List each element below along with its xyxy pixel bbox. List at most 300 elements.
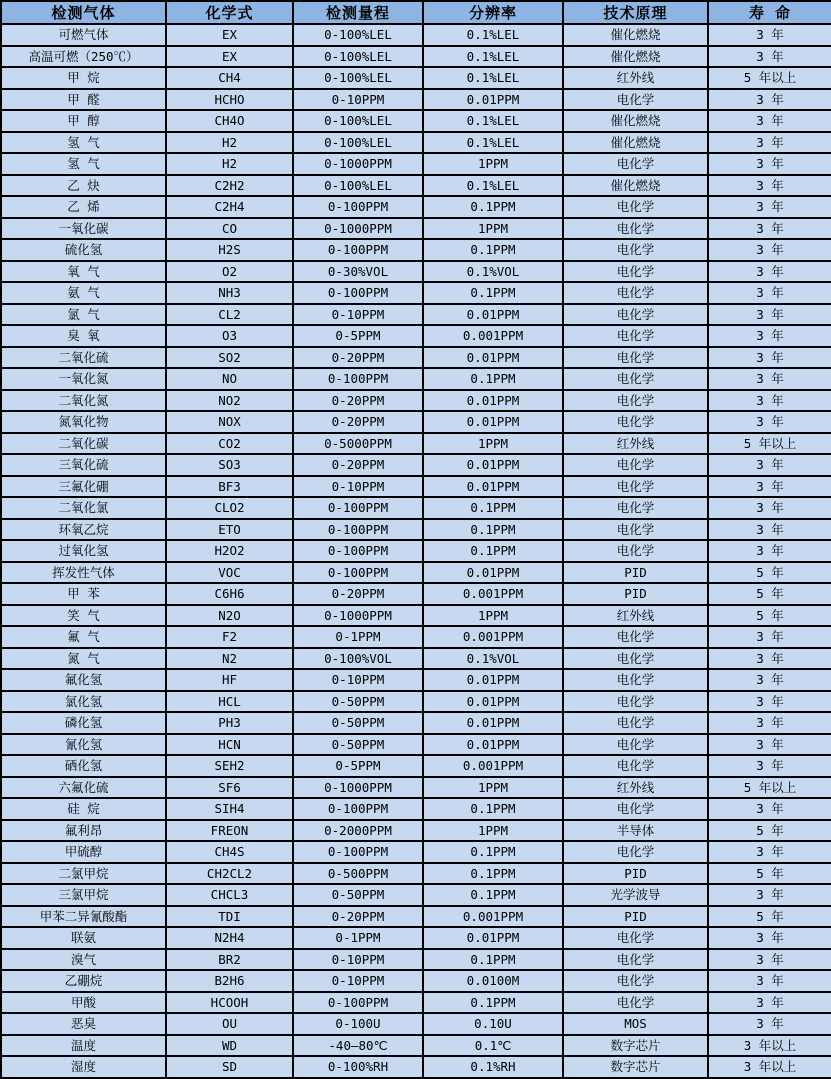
table-cell: 3 年 [708,304,831,326]
table-cell: 0-1000PPM [293,153,423,175]
table-row [1,712,831,734]
table-cell: 3 年 [708,368,831,390]
table-row [1,1035,831,1057]
table-cell: 氯化氢 [1,691,166,713]
table-cell: NH3 [166,282,293,304]
table-cell: 0.1PPM [423,497,563,519]
table-row [1,304,831,326]
table-cell: SO2 [166,347,293,369]
table-cell: 5 年以上 [708,433,831,455]
table-cell: 0-20PPM [293,906,423,928]
table-cell: 红外线 [563,777,708,799]
table-cell: 磷化氢 [1,712,166,734]
table-cell: 电化学 [563,798,708,820]
table-cell: 3 年 [708,476,831,498]
table-cell: 3 年以上 [708,1056,831,1078]
table-cell: 0-50PPM [293,884,423,906]
table-cell: F2 [166,626,293,648]
table-cell: 0-1000PPM [293,218,423,240]
table-cell: 3 年 [708,626,831,648]
table-row [1,884,831,906]
table-cell: 甲 苯 [1,583,166,605]
table-cell: TDI [166,906,293,928]
table-cell: 电化学 [563,755,708,777]
table-cell: 3 年 [708,540,831,562]
table-cell: 5 年以上 [708,67,831,89]
table-cell: 0-50PPM [293,712,423,734]
table-cell: 1PPM [423,218,563,240]
table-cell: 电化学 [563,626,708,648]
table-cell: 氢 气 [1,153,166,175]
table-cell: WD [166,1035,293,1057]
table-cell: 0-100PPM [293,497,423,519]
table-row [1,497,831,519]
table-cell: 甲 烷 [1,67,166,89]
table-cell: 0-100%LEL [293,132,423,154]
table-cell: HCHO [166,89,293,111]
table-cell: B2H6 [166,970,293,992]
table-cell: 0-100PPM [293,196,423,218]
table-cell: 电化学 [563,218,708,240]
table-cell: 3 年 [708,519,831,541]
table-row [1,368,831,390]
table-cell: C2H2 [166,175,293,197]
table-cell: 溴气 [1,949,166,971]
table-cell: 高温可燃（250℃） [1,46,166,68]
table-cell: 0-2000PPM [293,820,423,842]
table-cell: 0-100U [293,1013,423,1035]
table-cell: -40—80℃ [293,1035,423,1057]
table-cell: 电化学 [563,691,708,713]
table-cell: 3 年 [708,132,831,154]
table-cell: 甲苯二异氰酸酯 [1,906,166,928]
table-cell: SO3 [166,454,293,476]
table-row [1,476,831,498]
table-cell: 0-10PPM [293,669,423,691]
table-cell: 3 年 [708,949,831,971]
table-cell: 甲酸 [1,992,166,1014]
table-row [1,282,831,304]
table-cell: 电化学 [563,970,708,992]
table-row [1,196,831,218]
table-cell: 0-100%RH [293,1056,423,1078]
table-cell: 0-5PPM [293,755,423,777]
table-cell: 电化学 [563,992,708,1014]
table-cell: 催化燃烧 [563,175,708,197]
table-cell: 3 年 [708,712,831,734]
header-row [1,1,831,24]
table-row [1,970,831,992]
table-cell: 0-5000PPM [293,433,423,455]
table-row [1,347,831,369]
table-cell: 电化学 [563,927,708,949]
table-cell: HCL [166,691,293,713]
table-cell: PH3 [166,712,293,734]
table-cell: 催化燃烧 [563,46,708,68]
table-cell: 数字芯片 [563,1056,708,1078]
table-cell: 甲 醇 [1,110,166,132]
table-cell: 0-100PPM [293,239,423,261]
column-header-4: 技术原理 [563,1,708,24]
table-cell: SEH2 [166,755,293,777]
table-cell: 0.1PPM [423,841,563,863]
table-cell: 3 年 [708,755,831,777]
table-cell: 电化学 [563,734,708,756]
table-row [1,46,831,68]
table-row [1,949,831,971]
table-cell: 氟利昂 [1,820,166,842]
table-cell: 5 年 [708,863,831,885]
table-cell: C6H6 [166,583,293,605]
table-cell: 0-100PPM [293,519,423,541]
table-cell: 3 年 [708,648,831,670]
table-cell: 0-100%LEL [293,67,423,89]
table-cell: 笑 气 [1,605,166,627]
table-cell: SIH4 [166,798,293,820]
table-cell: 0.001PPM [423,755,563,777]
table-cell: CH4O [166,110,293,132]
table-cell: 3 年 [708,734,831,756]
table-cell: 0.1PPM [423,798,563,820]
table-cell: 0-30%VOL [293,261,423,283]
table-cell: 0.01PPM [423,927,563,949]
column-header-1: 化学式 [166,1,293,24]
table-cell: 0-20PPM [293,390,423,412]
table-cell: 电化学 [563,347,708,369]
table-row [1,218,831,240]
table-cell: 0.1PPM [423,368,563,390]
table-cell: 0-1PPM [293,927,423,949]
table-row [1,110,831,132]
table-cell: 一氧化氮 [1,368,166,390]
table-cell: 3 年 [708,239,831,261]
table-cell: 0-100PPM [293,562,423,584]
table-cell: 0-100PPM [293,282,423,304]
table-cell: 3 年 [708,992,831,1014]
table-cell: 电化学 [563,497,708,519]
table-row [1,132,831,154]
table-cell: 0.01PPM [423,390,563,412]
table-cell: 3 年 [708,691,831,713]
table-cell: 0.1%VOL [423,648,563,670]
table-cell: 氟化氢 [1,669,166,691]
table-cell: 3 年 [708,24,831,46]
column-header-3: 分辨率 [423,1,563,24]
table-cell: 3 年 [708,218,831,240]
table-cell: HF [166,669,293,691]
table-cell: HCOOH [166,992,293,1014]
table-cell: 0.1PPM [423,992,563,1014]
table-cell: 臭 氧 [1,325,166,347]
table-cell: 温度 [1,1035,166,1057]
table-cell: CH2CL2 [166,863,293,885]
table-cell: 0.001PPM [423,325,563,347]
table-cell: ETO [166,519,293,541]
table-cell: 0.1%LEL [423,175,563,197]
table-cell: 电化学 [563,261,708,283]
table-cell: 0-100%VOL [293,648,423,670]
table-cell: 氟 气 [1,626,166,648]
table-cell: 电化学 [563,153,708,175]
table-cell: NO [166,368,293,390]
table-cell: 3 年 [708,884,831,906]
table-cell: 3 年 [708,153,831,175]
table-cell: 3 年 [708,175,831,197]
table-cell: 六氟化硫 [1,777,166,799]
table-cell: 一氧化碳 [1,218,166,240]
table-cell: 0-1PPM [293,626,423,648]
table-row [1,992,831,1014]
table-cell: MOS [563,1013,708,1035]
table-cell: 硫化氢 [1,239,166,261]
table-cell: 0.1PPM [423,196,563,218]
table-row [1,24,831,46]
table-cell: 乙硼烷 [1,970,166,992]
table-cell: 电化学 [563,519,708,541]
table-cell: 0-100PPM [293,992,423,1014]
table-cell: 0.1PPM [423,884,563,906]
table-cell: CH4S [166,841,293,863]
table-cell: 湿度 [1,1056,166,1078]
table-cell: 环氧乙烷 [1,519,166,541]
table-cell: 3 年 [708,927,831,949]
table-cell: 氨 气 [1,282,166,304]
table-cell: SF6 [166,777,293,799]
table-cell: O3 [166,325,293,347]
table-row [1,1056,831,1078]
table-cell: N2 [166,648,293,670]
table-cell: 0.1℃ [423,1035,563,1057]
table-cell: 0-20PPM [293,454,423,476]
table-cell: 二氧化氮 [1,390,166,412]
table-cell: 0-100PPM [293,798,423,820]
table-cell: 0.001PPM [423,906,563,928]
table-cell: 0-20PPM [293,347,423,369]
table-cell: 催化燃烧 [563,24,708,46]
table-cell: NO2 [166,390,293,412]
table-cell: CO2 [166,433,293,455]
table-cell: O2 [166,261,293,283]
table-cell: 0.001PPM [423,626,563,648]
table-cell: 恶臭 [1,1013,166,1035]
table-cell: CL2 [166,304,293,326]
table-row [1,863,831,885]
table-cell: 0-10PPM [293,89,423,111]
table-cell: 0.1PPM [423,239,563,261]
table-cell: H2 [166,153,293,175]
table-cell: 5 年以上 [708,777,831,799]
table-cell: 1PPM [423,153,563,175]
table-cell: H2O2 [166,540,293,562]
table-cell: 0.01PPM [423,304,563,326]
table-cell: 0-10PPM [293,304,423,326]
table-cell: 三氯甲烷 [1,884,166,906]
table-row [1,605,831,627]
table-cell: 3 年 [708,1013,831,1035]
table-cell: 3 年 [708,282,831,304]
table-cell: PID [563,863,708,885]
table-cell: 0-100PPM [293,841,423,863]
table-cell: BF3 [166,476,293,498]
table-row [1,648,831,670]
table-row [1,175,831,197]
table-cell: CHCL3 [166,884,293,906]
table-cell: 0.10U [423,1013,563,1035]
table-cell: 3 年 [708,798,831,820]
table-row [1,626,831,648]
table-cell: 0-10PPM [293,476,423,498]
table-cell: 0-100%LEL [293,24,423,46]
table-cell: 3 年 [708,390,831,412]
table-cell: 0-20PPM [293,411,423,433]
table-cell: H2S [166,239,293,261]
table-cell: 0.1%LEL [423,67,563,89]
table-cell: 催化燃烧 [563,132,708,154]
table-cell: 3 年以上 [708,1035,831,1057]
table-cell: SD [166,1056,293,1078]
table-cell: 0.1PPM [423,863,563,885]
table-cell: 电化学 [563,89,708,111]
table-cell: 0-100PPM [293,540,423,562]
table-cell: 0.001PPM [423,583,563,605]
table-cell: 乙 烯 [1,196,166,218]
table-cell: 电化学 [563,949,708,971]
table-cell: 5 年 [708,906,831,928]
table-cell: 光学波导 [563,884,708,906]
table-cell: 3 年 [708,454,831,476]
table-cell: 5 年 [708,820,831,842]
column-header-5: 寿 命 [708,1,831,24]
table-cell: EX [166,24,293,46]
table-cell: 0-100%LEL [293,46,423,68]
table-row [1,583,831,605]
table-cell: 3 年 [708,411,831,433]
table-cell: 氢 气 [1,132,166,154]
table-cell: 3 年 [708,347,831,369]
table-cell: 红外线 [563,433,708,455]
table-cell: 0.1%LEL [423,46,563,68]
table-row [1,841,831,863]
table-row [1,67,831,89]
table-cell: 0-50PPM [293,691,423,713]
table-row [1,777,831,799]
table-row [1,562,831,584]
table-cell: 氮氧化物 [1,411,166,433]
table-cell: PID [563,583,708,605]
table-cell: 数字芯片 [563,1035,708,1057]
table-row [1,454,831,476]
table-cell: VOC [166,562,293,584]
table-cell: 0.0100M [423,970,563,992]
table-cell: FREON [166,820,293,842]
table-cell: 0.1%LEL [423,132,563,154]
table-cell: N2H4 [166,927,293,949]
table-cell: 甲硫醇 [1,841,166,863]
table-row [1,325,831,347]
table-cell: 3 年 [708,196,831,218]
table-cell: 二氯甲烷 [1,863,166,885]
table-cell: 0-10PPM [293,949,423,971]
table-cell: 5 年 [708,583,831,605]
table-cell: 电化学 [563,304,708,326]
table-cell: 3 年 [708,261,831,283]
table-cell: 联氨 [1,927,166,949]
table-cell: 氰化氢 [1,734,166,756]
table-cell: 0.1PPM [423,949,563,971]
table-cell: 硒化氢 [1,755,166,777]
table-cell: 电化学 [563,669,708,691]
table-cell: EX [166,46,293,68]
table-row [1,261,831,283]
table-cell: 电化学 [563,540,708,562]
table-cell: PID [563,562,708,584]
table-cell: CLO2 [166,497,293,519]
table-cell: CH4 [166,67,293,89]
table-cell: OU [166,1013,293,1035]
table-cell: 过氧化氢 [1,540,166,562]
table-cell: 3 年 [708,669,831,691]
table-cell: 1PPM [423,820,563,842]
table-cell: 挥发性气体 [1,562,166,584]
table-cell: 0-100%LEL [293,110,423,132]
table-cell: 电化学 [563,239,708,261]
table-cell: 可燃气体 [1,24,166,46]
table-cell: 0-10PPM [293,970,423,992]
table-row [1,691,831,713]
table-cell: 氮 气 [1,648,166,670]
table-cell: 0.01PPM [423,562,563,584]
table-cell: 氯 气 [1,304,166,326]
table-cell: 二氧化氯 [1,497,166,519]
table-cell: 红外线 [563,67,708,89]
table-row [1,411,831,433]
table-cell: 0.1PPM [423,519,563,541]
column-header-2: 检测量程 [293,1,423,24]
table-row [1,906,831,928]
table-cell: 0.1%RH [423,1056,563,1078]
table-cell: 1PPM [423,777,563,799]
table-row [1,153,831,175]
table-cell: 3 年 [708,46,831,68]
table-cell: 3 年 [708,89,831,111]
table-cell: 3 年 [708,497,831,519]
table-cell: 0.01PPM [423,347,563,369]
table-cell: 0-20PPM [293,583,423,605]
table-cell: 0.01PPM [423,712,563,734]
table-cell: 电化学 [563,476,708,498]
table-cell: 电化学 [563,368,708,390]
table-cell: 乙 炔 [1,175,166,197]
table-cell: 0.1PPM [423,540,563,562]
table-cell: 催化燃烧 [563,110,708,132]
table-cell: 0.01PPM [423,454,563,476]
table-cell: BR2 [166,949,293,971]
table-cell: 电化学 [563,411,708,433]
table-cell: 0.01PPM [423,669,563,691]
table-cell: 甲 醛 [1,89,166,111]
table-row [1,1013,831,1035]
table-cell: C2H4 [166,196,293,218]
table-cell: 电化学 [563,196,708,218]
table-cell: 0.01PPM [423,476,563,498]
table-cell: 1PPM [423,605,563,627]
table-cell: 1PPM [423,433,563,455]
table-cell: 电化学 [563,841,708,863]
table-cell: 0.01PPM [423,734,563,756]
table-row [1,239,831,261]
table-cell: 电化学 [563,712,708,734]
table-cell: 3 年 [708,110,831,132]
